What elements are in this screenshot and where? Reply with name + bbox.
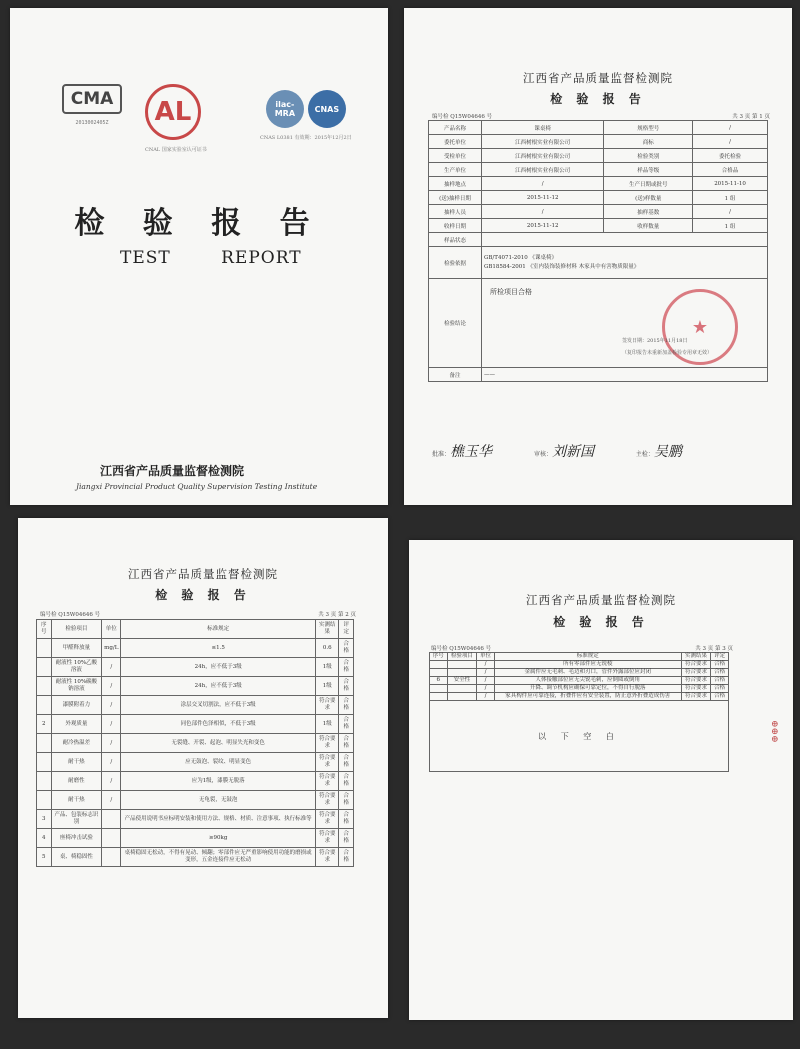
table-cell: 0.6	[316, 639, 339, 658]
cover-org-en: Jiangxi Provincial Product Quality Supervision Testing Institute	[76, 482, 318, 491]
info-label: 产品名称	[429, 121, 482, 135]
table-cell	[37, 753, 52, 772]
remark-value: ——	[482, 368, 768, 382]
table-cell: /	[102, 791, 121, 810]
info-value: 江西树根实业有限公司	[482, 149, 604, 163]
info-value: 合格品	[693, 163, 768, 177]
info-row	[429, 163, 768, 177]
table-cell: 耐干热	[51, 753, 102, 772]
signature-row: 批准：樵玉华 审核：刘新国 主检：吴鹏	[432, 444, 682, 460]
ilac-cnas-logo: ilac-MRA CNAS CNAS L0381 有效期：2015年12月2日	[260, 90, 352, 141]
info-value: /	[482, 177, 604, 191]
table-cell: 外观质量	[51, 715, 102, 734]
table-cell: /	[102, 696, 121, 715]
table-cell: 合格	[711, 685, 729, 693]
approve-signature: 樵玉华	[450, 444, 493, 460]
table-cell: 合格	[339, 791, 354, 810]
table-cell	[430, 661, 448, 669]
column-header: 标准规定	[121, 620, 316, 639]
table-cell: 无裂缝、开裂、起泡、明显失光和变色	[121, 734, 316, 753]
table-cell: /	[102, 677, 121, 696]
table-cell: ≤1.5	[121, 639, 316, 658]
info-row	[429, 219, 768, 233]
table-cell: /	[102, 772, 121, 791]
info-value	[482, 233, 768, 247]
table-cell	[447, 685, 477, 693]
info-label: 规格型号	[604, 121, 693, 135]
info-label: 生产单位	[429, 163, 482, 177]
cma-icon: CMA	[62, 84, 122, 114]
table-cell: 1级	[316, 715, 339, 734]
table-row	[37, 639, 354, 658]
table-cell: 符合要求	[316, 848, 339, 867]
info-value: 课桌椅	[482, 121, 604, 135]
info-label: 收样日期	[429, 219, 482, 233]
table-cell: 合格	[339, 753, 354, 772]
table-cell: 1级	[316, 677, 339, 696]
table-cell: 符合要求	[316, 772, 339, 791]
table-cell: 符合要求	[316, 829, 339, 848]
table-cell: 耐液性 10%碳酸钠溶液	[51, 677, 102, 696]
info-label: 检验类别	[604, 149, 693, 163]
table-row	[37, 715, 354, 734]
table-cell: 2	[37, 715, 52, 734]
org-header: 江西省产品质量监督检测院	[523, 71, 673, 85]
table-cell: 产品、包装标志识别	[51, 810, 102, 829]
column-header: 实测结果	[316, 620, 339, 639]
info-label: 委托单位	[429, 135, 482, 149]
table-cell: 合格	[339, 639, 354, 658]
table-cell: 合格	[339, 829, 354, 848]
info-row	[429, 149, 768, 163]
info-label: 样品等级	[604, 163, 693, 177]
table-row	[37, 658, 354, 677]
table-cell: 家具构件应可靠连接，折叠件应有安全装置，防止意外折叠造成伤害	[494, 693, 681, 701]
table-cell: 符合要求	[316, 753, 339, 772]
table-row	[37, 772, 354, 791]
basis-cell: GB/T4071-2010 《课桌椅》 GB18584-2001 《室内装饰装修材料 木家具中有害物质限量》	[482, 247, 768, 279]
table-cell: 合格	[711, 693, 729, 701]
table-cell	[430, 685, 448, 693]
report-title: 检 验 报 告	[553, 615, 649, 629]
page-label: 共 3 页 第 2 页	[318, 612, 356, 618]
info-label: 抽样人员	[429, 205, 482, 219]
table-cell: 4	[37, 829, 52, 848]
info-row	[429, 177, 768, 191]
table-cell: 耐液性 10%乙酸溶液	[51, 658, 102, 677]
table-cell: 6	[430, 677, 448, 685]
table-cell: 无龟裂，无鼓泡	[121, 791, 316, 810]
table-cell: 座椅冲击试验	[51, 829, 102, 848]
table-cell	[37, 639, 52, 658]
seal-date: 签发日期：2015年11月18日	[622, 338, 688, 344]
info-row	[429, 121, 768, 135]
table-row	[37, 734, 354, 753]
info-value: /	[482, 205, 604, 219]
page-label: 共 3 页 第 1 页	[732, 114, 770, 120]
ilac-icon: ilac-MRA	[266, 90, 304, 128]
report-title: 检 验 报 告	[155, 588, 251, 602]
cover-org-cn: 江西省产品质量监督检测院	[100, 464, 245, 478]
table-cell: 桌、椅稳固性	[51, 848, 102, 867]
table-cell: 符合要求	[681, 677, 711, 685]
info-row	[429, 233, 768, 247]
report-page-3	[409, 540, 793, 1020]
info-value: 1 组	[693, 191, 768, 205]
table-cell: 应无鼓泡、裂纹、明显变色	[121, 753, 316, 772]
table-cell: /	[477, 661, 495, 669]
table-cell: 合格	[339, 696, 354, 715]
table-cell: 耐冷热温差	[51, 734, 102, 753]
column-header: 单位	[477, 653, 495, 661]
table-cell: 升降、调节机构应确保可靠定位，不得自行脱落	[494, 685, 681, 693]
table-cell: 合格	[711, 669, 729, 677]
report-number: 编号检 Q15W04646 号	[431, 646, 492, 652]
basis-label: 检验依据	[429, 247, 482, 279]
table-cell	[430, 669, 448, 677]
table-cell: 合格	[339, 715, 354, 734]
report-number: 编号检 Q15W04646 号	[432, 114, 493, 120]
table-row	[37, 810, 354, 829]
cover-title: 检 验 报 告	[74, 206, 324, 241]
info-label: 收样数量	[604, 219, 693, 233]
table-cell: /	[477, 685, 495, 693]
table-cell	[37, 734, 52, 753]
info-value: 2015-11-10	[693, 177, 768, 191]
table-cell: ≥90kg	[121, 829, 316, 848]
column-header: 序号	[430, 653, 448, 661]
cal-icon: AL	[145, 84, 201, 140]
table-cell: /	[477, 693, 495, 701]
table-cell: /	[102, 734, 121, 753]
table-cell: 符合要求	[316, 810, 339, 829]
table-cell	[102, 810, 121, 829]
table-cell: 合格	[711, 677, 729, 685]
table-cell: mg/L	[102, 639, 121, 658]
column-header: 检验项目	[447, 653, 477, 661]
info-label: 抽样地点	[429, 177, 482, 191]
info-value: 委托检验	[693, 149, 768, 163]
table-row	[37, 753, 354, 772]
table-row	[430, 677, 729, 685]
table-cell: 甲醛释放量	[51, 639, 102, 658]
results-table-2	[429, 652, 729, 772]
table-cell	[37, 677, 52, 696]
table-cell: 符合要求	[681, 661, 711, 669]
info-value: /	[693, 121, 768, 135]
info-label: 生产日期或批号	[604, 177, 693, 191]
table-cell	[37, 658, 52, 677]
info-row	[429, 205, 768, 219]
column-header: 序号	[37, 620, 52, 639]
table-cell: 金属件应无毛刺、毛边和刃口，管件外露部位应封闭	[494, 669, 681, 677]
column-header: 检验项目	[51, 620, 102, 639]
table-cell: 5	[37, 848, 52, 867]
table-cell: 漆膜附着力	[51, 696, 102, 715]
page-label: 共 3 页 第 3 页	[695, 646, 733, 652]
table-cell: 合格	[339, 810, 354, 829]
table-cell: 24h，应不低于3级	[121, 677, 316, 696]
table-cell: 合格	[339, 772, 354, 791]
table-cell: 符合要求	[681, 669, 711, 677]
info-row	[429, 135, 768, 149]
info-label: 样品状态	[429, 233, 482, 247]
report-page-2	[18, 518, 388, 1018]
table-cell: 合格	[711, 661, 729, 669]
table-cell: 合格	[339, 734, 354, 753]
report-info-table	[428, 120, 768, 382]
info-value: /	[693, 135, 768, 149]
conclusion-cell	[482, 279, 768, 368]
table-cell: /	[102, 715, 121, 734]
org-header: 江西省产品质量监督检测院	[526, 593, 676, 607]
org-header: 江西省产品质量监督检测院	[128, 567, 278, 581]
cover-subtitle: TEST REPORT	[120, 248, 302, 268]
table-row	[37, 848, 354, 867]
table-row	[37, 829, 354, 848]
conclusion-text: 所检项目合格	[490, 288, 532, 296]
report-page-1	[404, 8, 792, 505]
column-header: 实测结果	[681, 653, 711, 661]
column-header: 评定	[711, 653, 729, 661]
cnas-icon: CNAS	[308, 90, 346, 128]
table-cell: 所有零部件应无锐棱	[494, 661, 681, 669]
table-cell: 合格	[339, 658, 354, 677]
seal-note: （复印报告未重新加盖检验专用章无效）	[622, 350, 713, 356]
table-cell: 1级	[316, 658, 339, 677]
table-cell	[102, 848, 121, 867]
table-cell: 人体接触部位应无尖锐毛刺，应倒圆或倒角	[494, 677, 681, 685]
table-cell: 3	[37, 810, 52, 829]
table-row	[37, 791, 354, 810]
table-row	[37, 677, 354, 696]
table-cell: 符合要求	[681, 693, 711, 701]
info-value: /	[693, 205, 768, 219]
inspection-seal: ★	[662, 289, 738, 365]
info-value: 2015-11-12	[482, 219, 604, 233]
table-cell	[37, 696, 52, 715]
results-table-1	[36, 619, 354, 867]
table-cell: 符合要求	[316, 734, 339, 753]
table-cell: 符合要求	[316, 696, 339, 715]
table-cell: 桌椅稳固无松动，不得有晃动、倾翻；零部件应无严重影响使用功能的磨损或变形，五金连接件应无松动	[121, 848, 316, 867]
main-signature: 吴鹏	[653, 444, 682, 460]
info-label: (送)样数量	[604, 191, 693, 205]
info-label: 抽样基数	[604, 205, 693, 219]
column-header: 评定	[339, 620, 354, 639]
conclusion-label: 检验结论	[429, 279, 482, 368]
report-number: 编号检 Q15W04646 号	[40, 612, 101, 618]
table-row	[430, 661, 729, 669]
blank-note: 以 下 空 白	[430, 701, 729, 772]
info-row	[429, 191, 768, 205]
table-cell: 符合要求	[316, 791, 339, 810]
table-cell: 耐干热	[51, 791, 102, 810]
column-header: 标准规定	[494, 653, 681, 661]
table-cell: /	[477, 677, 495, 685]
info-label: (送)抽样日期	[429, 191, 482, 205]
table-cell: 耐磨性	[51, 772, 102, 791]
report-title: 检 验 报 告	[550, 92, 646, 106]
table-row	[37, 696, 354, 715]
table-cell	[430, 693, 448, 701]
info-value: 江西树根实业有限公司	[482, 163, 604, 177]
cma-logo: CMA 2013002405Z	[62, 84, 122, 126]
info-value: 江西树根实业有限公司	[482, 135, 604, 149]
table-cell: 应为1级，漆膜无脱落	[121, 772, 316, 791]
edge-stamp: ⊕⊕⊕	[769, 720, 779, 743]
info-label: 商标	[604, 135, 693, 149]
table-cell: /	[102, 658, 121, 677]
table-row	[430, 685, 729, 693]
info-value: 1 组	[693, 219, 768, 233]
table-cell: 24h，应不低于3级	[121, 658, 316, 677]
table-cell: 产品使用说明书应标明安装和使用方法、规格、材质、注意事项、执行标准等	[121, 810, 316, 829]
table-cell: /	[477, 669, 495, 677]
table-cell: 安全性	[447, 677, 477, 685]
info-label: 受检单位	[429, 149, 482, 163]
table-cell	[447, 693, 477, 701]
cover-page	[10, 8, 388, 505]
table-cell: 同色部件色泽相似，不低于3级	[121, 715, 316, 734]
table-cell: 符合要求	[681, 685, 711, 693]
column-header: 单位	[102, 620, 121, 639]
table-cell: 合格	[339, 677, 354, 696]
table-cell: /	[102, 753, 121, 772]
info-value: 2015-11-12	[482, 191, 604, 205]
remark-label: 备注	[429, 368, 482, 382]
table-cell: 涂层交叉切割法，应不低于3级	[121, 696, 316, 715]
review-signature: 刘新国	[551, 444, 594, 460]
table-cell	[447, 661, 477, 669]
table-cell	[37, 772, 52, 791]
table-row	[430, 669, 729, 677]
table-cell	[37, 791, 52, 810]
table-cell: 合格	[339, 848, 354, 867]
cal-logo: AL CNAL 国家实验室认可证书	[145, 84, 207, 153]
table-row	[430, 693, 729, 701]
table-cell	[102, 829, 121, 848]
table-cell	[447, 669, 477, 677]
